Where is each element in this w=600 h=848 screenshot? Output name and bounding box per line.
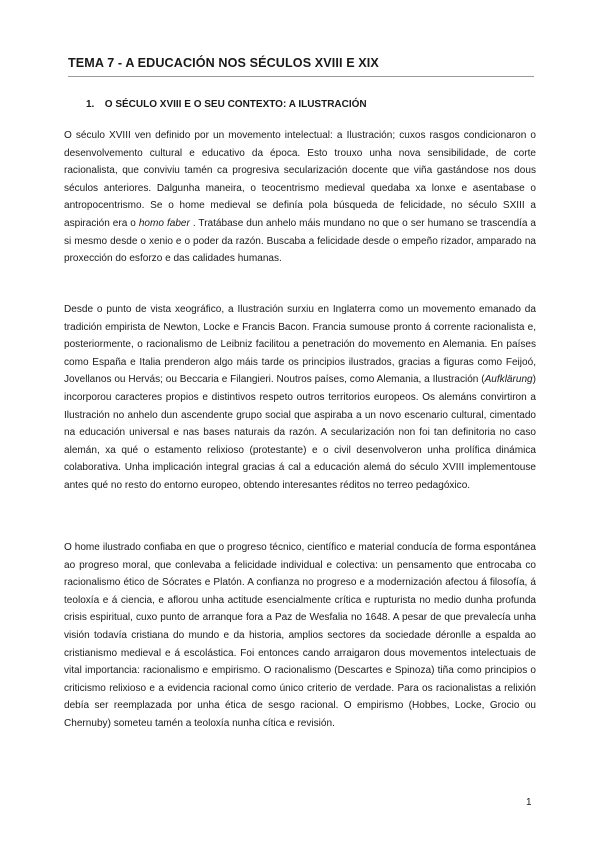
page-number: 1: [526, 797, 532, 808]
section-number: 1.: [86, 99, 95, 110]
section-heading: [86, 99, 367, 110]
paragraph: [64, 127, 536, 268]
paragraph-text: O home ilustrado confiaba en que o progreso técnico, científico e material conducía de forma espontánea ao progreso moral, que conlevaba a felicidade individual e colectiva: un pensamento que entrocaba co racionalismo ético de Sócrates e Platón. A confianza no progreso e a modernización afectou á filosofía, á teoloxía e á ciencia, e aflorou unha actitude esencialmente crítica e rupturista no medio dunha profunda crisis espiritual, cuxo punto de arranque fora a Paz de Wesfalia no 1648. A pesar de que prevalecía unha visión todavía cristiana do mundo e da historia, amplios sectores da sociedade déronlle a espalda ao cristianismo medieval e á escolástica. Foi entonces cando arraigaron dous movementos intelectuais de vital importancia: racionalismo e empirismo. O racionalismo (Descartes e Spinoza) tiña como principios o criticismo relixioso e a evidencia racional como único criterio de verdade. Para os racionalistas a relixión debía ser reemplazada por unha ética de sesgo racional. O empirismo (Hobbes, Locke, Grocio ou Chernuby) someteu tamén a teoloxía nunha cítica e revisión.: [64, 542, 536, 729]
emphasis-text: homo faber: [138, 217, 190, 229]
paragraph-text: . Tratábase dun anhelo máis mundano no que o ser humano se trascendía a si mesmo desde o xenio e o poder da razón. Buscaba a felicidade desde o empeño rizador, amparado na proxección do esforzo e das calidades humanas.: [64, 217, 536, 265]
paragraph-text: ) incorporou caracteres propios e distintivos respeto outros territorios europeos. Os alemáns convirtiron a Ilustración no anhelo dun ascendente grupo social que aspiraba a un novo escenario cultural, cimentado na educación universal e nas bases naturais da razón. A secularización non foi tan definitoria no caso alemán, xa qué o estamento relixioso (protestante) e o civil desenvolveron unha prolífica dinámica colaborativa. Unha implicación integral gracias á cal a educación alemá do século XVIII implementouse antes qué no resto do entorno europeo, obtendo interesantes réditos no terreo pedagóxico.: [64, 374, 536, 491]
paragraph: [64, 539, 536, 733]
page-title: TEMA 7 - A EDUCACIÓN NOS SÉCULOS XVIII E XIX: [68, 56, 534, 77]
section-title: O SÉCULO XVIII E O SEU CONTEXTO: A ILUSTRACIÓN: [104, 99, 367, 110]
paragraph-text: Desde o punto de vista xeográfico, a Ilustración surxiu en Inglaterra como un movemento emanado da tradición empirista de Newton, Locke e Francis Bacon. Francia sumouse pronto á corrente racionalista e, posteriormente, o racionalismo de Leibniz facilitou a penetración do movemento en Alemania. En países como España e Italia prenderon algo máis tarde os principios ilustrados, gracias a figuras como Feijoó, Jovellanos ou Hervás; ou Beccaria e Filangieri. Noutros países, como Alemania, a Ilustración (: [64, 304, 536, 386]
emphasis-text: Aufklärung: [484, 374, 533, 386]
paragraph: [64, 301, 536, 495]
paragraph-text: O século XVIII ven definido por un movemento intelectual: a Ilustración; cuxos rasgos condicionaron o desenvolvemento cultural e educativo da época. Esto trouxo unha nova sensibilidade, de corte racionalista, que conviviu tamén ca progresiva secularización docente que viña gastándose nos dous séculos anteriores. Dalgunha maneira, o teocentrismo medieval quedaba xa lonxe e asentabase o antropocentrismo. Se o home medieval se definía pola búsqueda de felicidade, no século SXIII a aspiración era o: [64, 130, 536, 229]
